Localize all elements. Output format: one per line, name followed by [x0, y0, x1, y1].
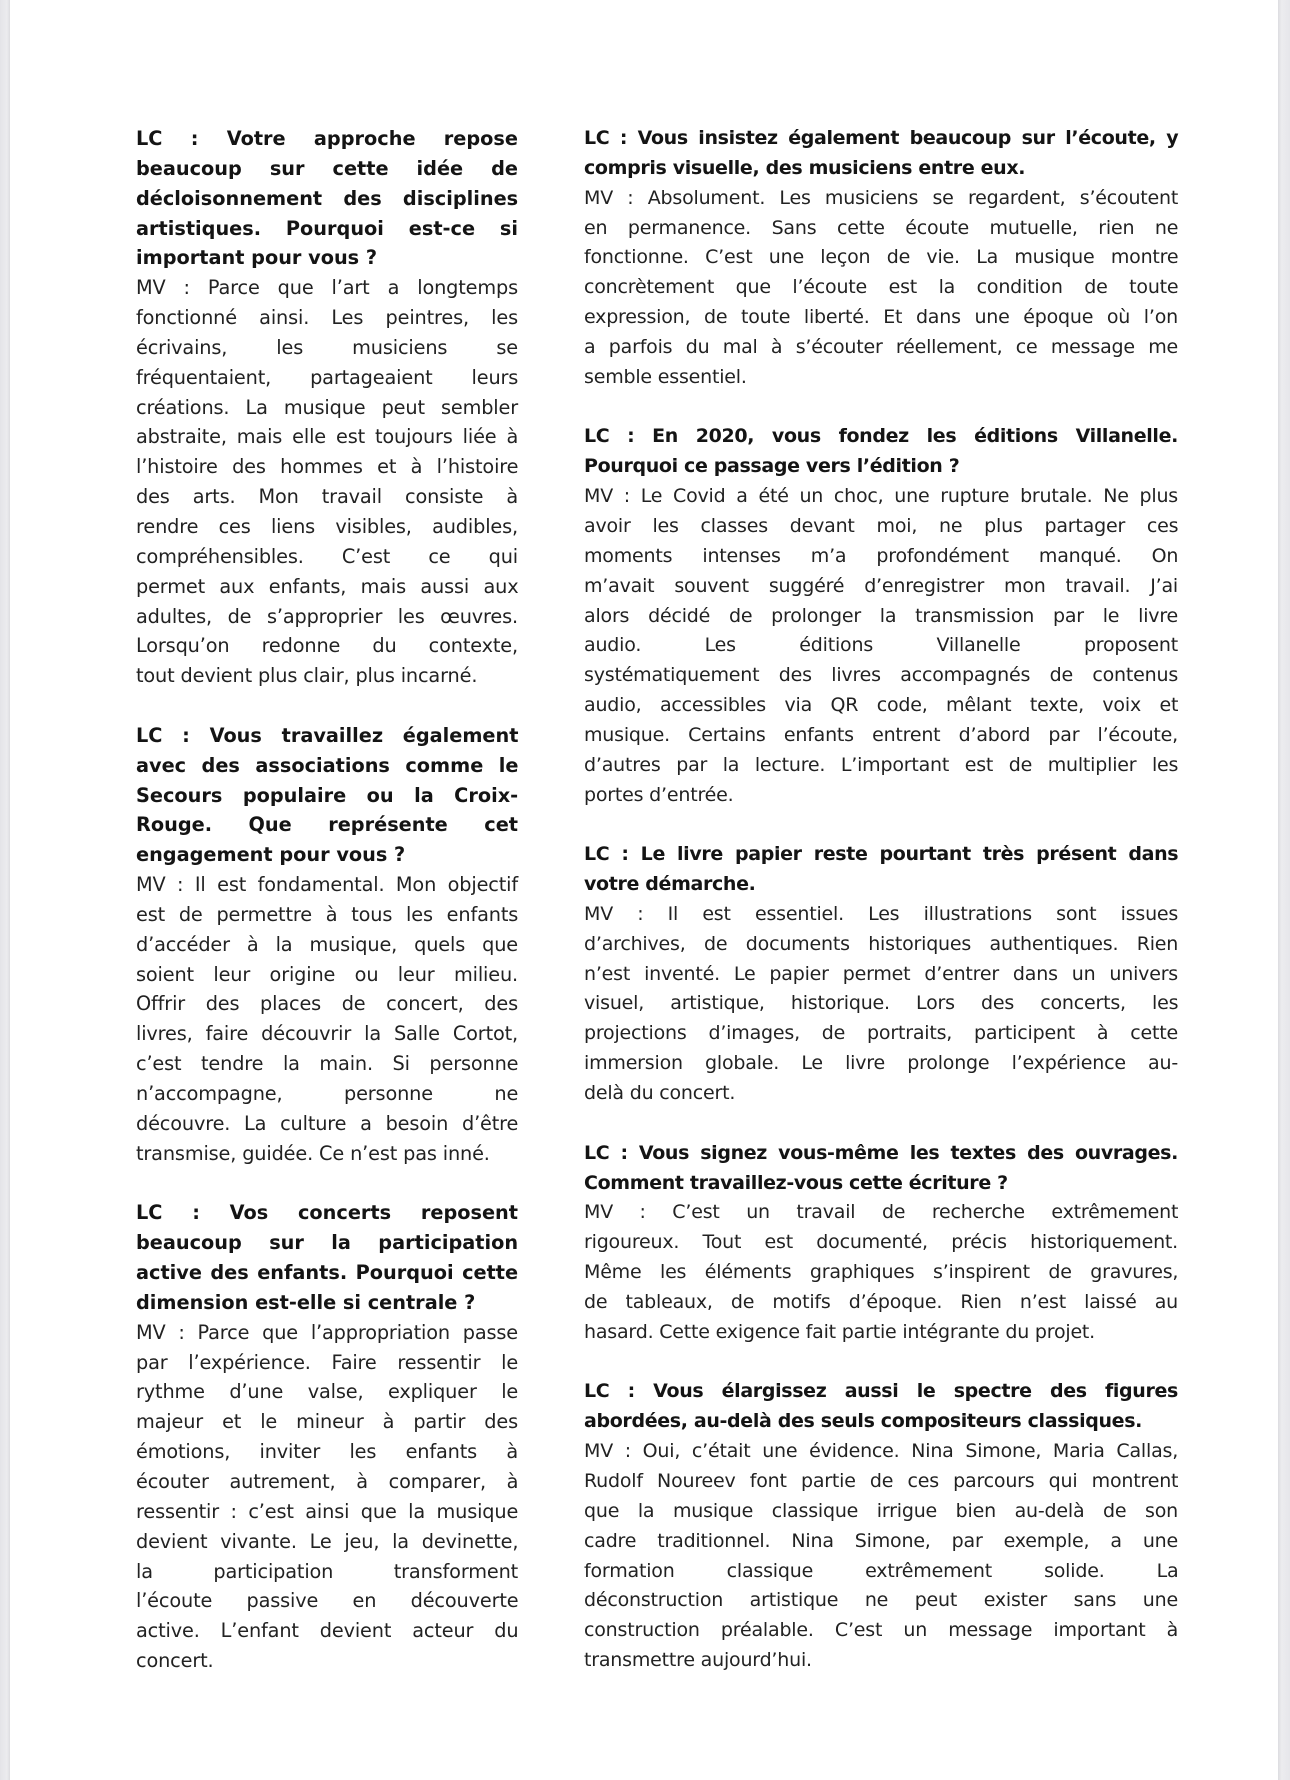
answer-line: de tableaux, de motifs d’époque. Rien n’est laissé au [584, 1290, 1178, 1313]
interview-answer [584, 900, 1178, 1109]
interview-question [584, 1377, 1178, 1437]
right-column [584, 124, 1178, 1706]
answer-line: écouter autrement, à comparer, à [136, 1469, 519, 1493]
answer-line: construction préalable. C’est un message important à [584, 1619, 1179, 1642]
answer-line: en permanence. Sans cette écoute mutuelle, rien ne [584, 216, 1179, 239]
answer-line: n’est inventé. Le papier permet d’entrer dans un univers [584, 962, 1178, 985]
question-line: artistiques. Pourquoi est-ce si [136, 216, 518, 240]
answer-line: l’histoire des hommes et à l’histoire [136, 455, 519, 479]
answer-line: transmettre aujourd’hui. [584, 1649, 812, 1672]
question-line: active des enfants. Pourquoi cette [136, 1261, 519, 1285]
question-line: votre démarche. [584, 873, 756, 896]
interview-answer [136, 870, 518, 1168]
answer-line: rendre ces liens visibles, audibles, [136, 514, 518, 538]
answer-line: ressentir : c’est ainsi que la musique [136, 1499, 519, 1523]
answer-line: MV : Oui, c’était une évidence. Nina Simone, Maria Callas, [584, 1440, 1179, 1463]
answer-line: permet aux enfants, mais aussi aux [136, 574, 519, 598]
answer-line: fonctionné ainsi. Les peintres, les [136, 306, 518, 330]
question-line: LC : Le livre papier reste pourtant très présent dans [584, 843, 1179, 866]
answer-line: émotions, inviter les enfants à [136, 1440, 518, 1464]
answer-line: c’est tendre la main. Si personne [136, 1052, 519, 1076]
answer-line: tout devient plus clair, plus incarné. [136, 664, 478, 688]
answer-line: MV : Parce que l’art a longtemps [136, 276, 518, 300]
question-line: LC : Votre approche repose [136, 127, 518, 150]
answer-line: moments intenses m’a profondément manqué. On [584, 544, 1179, 567]
answer-line: avoir les classes devant moi, ne plus partager ces [584, 514, 1179, 537]
answer-line: portes d’entrée. [584, 783, 734, 806]
answer-line: audio, accessibles via QR code, mêlant texte, voix et [584, 694, 1179, 717]
answer-line: adultes, de s’approprier les œuvres. [136, 604, 518, 628]
question-line: Rouge. Que représente cet [136, 813, 518, 837]
interview-question [136, 124, 518, 273]
question-line: Comment travaillez-vous cette écriture ? [584, 1171, 1008, 1194]
answer-line: transmise, guidée. Ce n’est pas inné. [136, 1141, 490, 1165]
answer-line: MV : Absolument. Les musiciens se regardent, s’écoutent [584, 186, 1179, 209]
interview-section [136, 721, 518, 1169]
interview-question [136, 721, 518, 870]
interview-question [584, 1139, 1178, 1199]
answer-line: que la musique classique irrigue bien au-delà de son [584, 1499, 1178, 1522]
answer-line: majeur et le mineur à partir des [136, 1410, 518, 1434]
interview-question [136, 1198, 518, 1317]
page-edge-right [1278, 0, 1290, 1780]
answer-line: écrivains, les musiciens se [136, 335, 518, 359]
interview-section [584, 1139, 1178, 1348]
answer-line: d’archives, de documents historiques authentiques. Rien [584, 932, 1179, 955]
answer-line: MV : Il est fondamental. Mon objectif [136, 873, 518, 897]
question-line: dimension est-elle si centrale ? [136, 1290, 476, 1314]
answer-line: a parfois du mal à s’écouter réellement, ce message me [584, 335, 1178, 358]
answer-line: déconstruction artistique ne peut exister sans une [584, 1589, 1178, 1612]
answer-line: fonctionne. C’est une leçon de vie. La musique montre [584, 246, 1179, 269]
answer-line: delà du concert. [584, 1082, 736, 1104]
interview-section [584, 840, 1178, 1109]
answer-line: des arts. Mon travail consiste à [136, 485, 518, 509]
question-line: LC : Vous élargissez aussi le spectre des figures [584, 1380, 1178, 1403]
interview-answer [584, 1437, 1178, 1676]
question-line: décloisonnement des disciplines [136, 186, 519, 210]
answer-line: n’accompagne, personne ne [136, 1082, 519, 1105]
answer-line: alors décidé de prolonger la transmission par le livre [584, 604, 1179, 627]
answer-line: immersion globale. Le livre prolonge l’expérience au- [584, 1052, 1178, 1075]
answer-line: concert. [136, 1649, 214, 1673]
answer-line: MV : C’est un travail de recherche extrêmement [584, 1201, 1179, 1224]
answer-line: MV : Il est essentiel. Les illustrations sont issues [584, 902, 1179, 925]
answer-line: audio. Les éditions Villanelle proposent [584, 634, 1178, 657]
answer-line: la participation transforment [136, 1559, 519, 1583]
answer-line: visuel, artistique, historique. Lors des concerts, les [584, 992, 1179, 1015]
question-line: important pour vous ? [136, 246, 378, 270]
answer-line: par l’expérience. Faire ressentir le [136, 1350, 519, 1374]
answer-line: Lorsqu’on redonne du contexte, [136, 634, 518, 658]
question-line: Pourquoi ce passage vers l’édition ? [584, 455, 960, 478]
question-line: compris visuelle, des musiciens entre eux. [584, 156, 1026, 179]
interview-section [136, 1198, 518, 1676]
interview-answer [584, 1198, 1178, 1347]
interview-section [584, 124, 1178, 393]
answer-line: Rudolf Noureev font partie de ces parcours qui montrent [584, 1469, 1179, 1492]
answer-line: rigoureux. Tout est documenté, précis historiquement. [584, 1231, 1178, 1254]
interview-section [584, 422, 1178, 810]
question-line: LC : Vous travaillez également [136, 723, 519, 747]
answer-line: l’écoute passive en découverte [136, 1589, 519, 1613]
answer-line: semble essentiel. [584, 365, 747, 388]
question-line: beaucoup sur la participation [136, 1231, 519, 1255]
answer-line: hasard. Cette exigence fait partie intégrante du projet. [584, 1320, 1096, 1343]
question-line: LC : Vous signez vous-même les textes des ouvrages. [584, 1141, 1178, 1164]
interview-answer [136, 273, 518, 691]
question-line: Secours populaire ou la Croix- [136, 783, 519, 807]
answer-line: Offrir des places de concert, des [136, 992, 518, 1016]
answer-line: créations. La musique peut sembler [136, 395, 518, 419]
interview-section [136, 124, 518, 691]
answer-line: expression, de toute liberté. Et dans une époque où l’on [584, 306, 1178, 329]
question-line: abordées, au-delà des seuls compositeurs classiques. [584, 1410, 1143, 1433]
page-edge-left [0, 0, 10, 1780]
interview-answer [136, 1318, 518, 1676]
answer-line: concrètement que l’écoute est la condition de toute [584, 276, 1179, 299]
question-line: LC : En 2020, vous fondez les éditions Villanelle. [584, 425, 1178, 448]
answer-line: active. L’enfant devient acteur du [136, 1619, 519, 1643]
answer-line: soient leur origine ou leur milieu. [136, 962, 518, 986]
answer-line: musique. Certains enfants entrent d’abord par l’écoute, [584, 723, 1178, 746]
answer-line: MV : Parce que l’appropriation passe [136, 1320, 518, 1344]
answer-line: devient vivante. Le jeu, la devinette, [136, 1529, 519, 1553]
answer-line: projections d’images, de portraits, participent à cette [584, 1022, 1178, 1045]
interview-question [584, 124, 1178, 184]
answer-line: fréquentaient, partageaient leurs [136, 365, 519, 389]
answer-line: formation classique extrêmement solide. La [584, 1559, 1179, 1582]
answer-line: systématiquement des livres accompagnés de contenus [584, 664, 1179, 687]
answer-line: est de permettre à tous les enfants [136, 902, 519, 926]
answer-line: MV : Le Covid a été un choc, une rupture brutale. Ne plus [584, 485, 1178, 508]
answer-line: cadre traditionnel. Nina Simone, par exemple, a une [584, 1529, 1178, 1552]
question-line: avec des associations comme le [136, 753, 519, 777]
question-line: LC : Vos concerts reposent [136, 1201, 518, 1225]
question-line: beaucoup sur cette idée de [136, 156, 518, 180]
interview-question [584, 840, 1178, 900]
interview-section [584, 1377, 1178, 1675]
interview-answer [584, 482, 1178, 810]
answer-line: compréhensibles. C’est ce qui [136, 544, 518, 568]
question-line: engagement pour vous ? [136, 843, 406, 867]
answer-line: d’accéder à la musique, quels que [136, 932, 518, 956]
answer-line: livres, faire découvrir la Salle Cortot, [136, 1022, 519, 1046]
answer-line: découvre. La culture a besoin d’être [136, 1111, 519, 1135]
question-line: LC : Vous insistez également beaucoup sur l’écoute, y [584, 127, 1179, 149]
interview-answer [584, 184, 1178, 393]
answer-line: m’avait souvent suggéré d’enregistrer mon travail. J’ai [584, 574, 1178, 597]
answer-line: Même les éléments graphiques s’inspirent de gravures, [584, 1261, 1179, 1284]
left-column [136, 124, 518, 1706]
answer-line: d’autres par la lecture. L’important est de multiplier les [584, 753, 1179, 776]
interview-question [584, 422, 1178, 482]
answer-line: rythme d’une valse, expliquer le [136, 1380, 519, 1404]
answer-line: abstraite, mais elle est toujours liée à [136, 425, 519, 449]
